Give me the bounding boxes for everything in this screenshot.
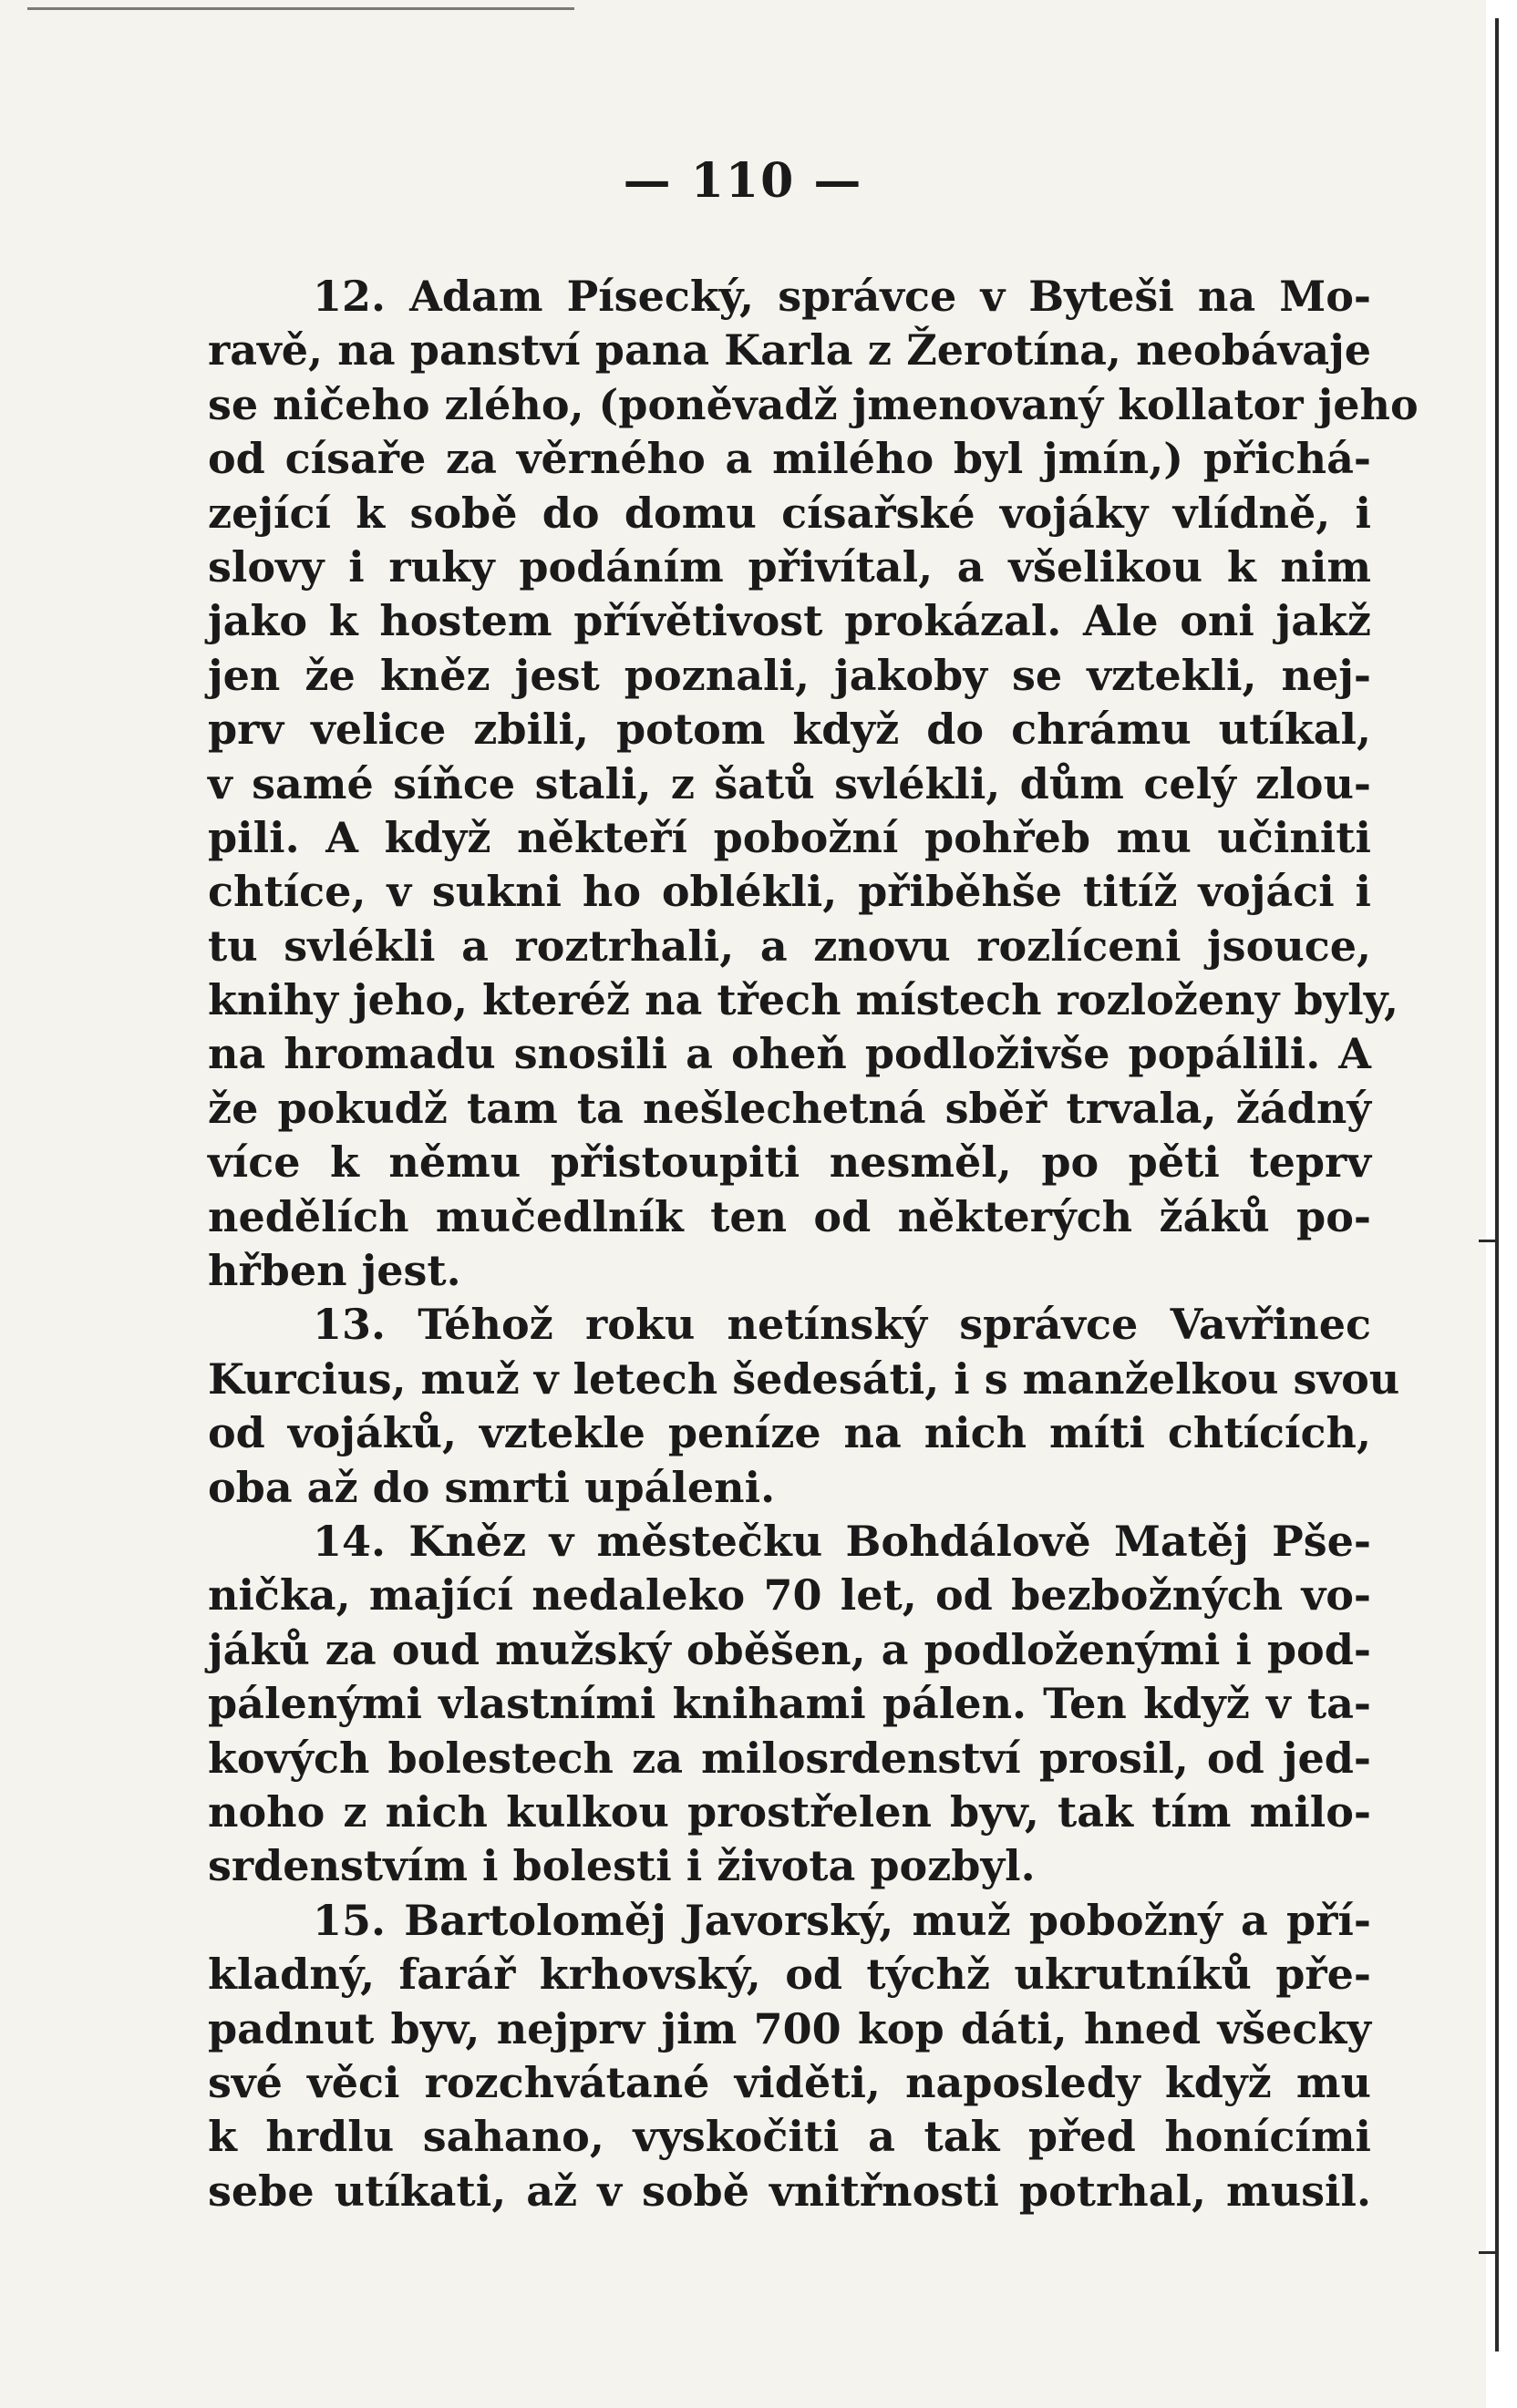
text-line: chtíce, v sukni ho oblékli, přiběhše titíž vojáci i <box>208 867 1371 917</box>
text-line: k hrdlu sahano, vyskočiti a tak před honícími <box>208 2112 1371 2162</box>
text-line: slovy i ruky podáním přivítal, a všelikou k nim <box>208 541 1371 592</box>
text-line: padnut byv, nejprv jim 700 kop dáti, hned všecky <box>208 2003 1371 2053</box>
text-line: 15. Bartoloměj Javorský, muž pobožný a pří- <box>313 1895 1371 1945</box>
text-line: od císaře za věrného a milého byl jmín,) přichá- <box>208 434 1371 484</box>
text-line: v samé síňce stali, z šatů svlékli, dům celý zlou- <box>208 758 1371 808</box>
text-line: pili. A když někteří pobožní pohřeb mu učiniti <box>208 812 1371 862</box>
text-line: tu svlékli a roztrhali, a znovu rozlíceni jsouce, <box>208 921 1371 971</box>
page-edge-line <box>1495 18 1499 2351</box>
page-body-text <box>208 270 1419 2218</box>
text-line: že pokudž tam ta nešlechetná sběř trvala, žádný <box>208 1083 1371 1133</box>
text-line: ravě, na panství pana Karla z Žerotína, neobávaje <box>208 325 1371 376</box>
text-line: zející k sobě do domu císařské vojáky vlídně, i <box>208 488 1371 538</box>
text-line: Kurcius, muž v letech šedesáti, i s manželkou svou <box>208 1353 1400 1404</box>
text-line: jen že kněz jest poznali, jakoby se vztekli, nej- <box>208 650 1371 700</box>
text-line: nička, mající nedaleko 70 let, od bezbožných vo- <box>208 1570 1371 1621</box>
text-line: hřben jest. <box>208 1246 461 1296</box>
scan-top-edge <box>27 7 574 10</box>
text-line: prv velice zbili, potom když do chrámu utíkal, <box>208 705 1371 755</box>
text-line: 14. Kněz v městečku Bohdálově Matěj Pše- <box>313 1516 1371 1566</box>
text-line: se ničeho zlého, (poněvadž jmenovaný kollator jeho <box>208 379 1419 429</box>
page-edge-mark <box>1479 2251 1497 2254</box>
text-line: jáků za oud mužský oběšen, a podloženými i pod- <box>208 1624 1371 1674</box>
text-line: noho z nich kulkou prostřelen byv, tak tím milo- <box>208 1786 1371 1837</box>
text-line: 12. Adam Písecký, správce v Byteši na Mo- <box>313 272 1371 321</box>
text-line: oba až do smrti upáleni. <box>208 1462 776 1512</box>
scan-margin <box>1486 0 1517 2408</box>
text-line: více k němu přistoupiti nesměl, po pěti teprv <box>208 1137 1371 1188</box>
text-line: srdenstvím i bolesti i života pozbyl. <box>208 1841 1036 1891</box>
text-line: sebe utíkati, až v sobě vnitřnosti potrhal, musil. <box>208 2166 1371 2216</box>
text-line: své věci rozchvátané viděti, naposledy když mu <box>208 2057 1371 2107</box>
text-line: od vojáků, vztekle peníze na nich míti chtících, <box>208 1408 1371 1458</box>
page-edge-mark <box>1479 1240 1497 1242</box>
text-line: na hromadu snosili a oheň podloživše popálili. A <box>208 1029 1371 1079</box>
text-line: nedělích mučedlník ten od některých žáků po- <box>208 1191 1371 1241</box>
text-line: 13. Téhož roku netínský správce Vavřinec <box>313 1300 1371 1350</box>
text-line: knihy jeho, kteréž na třech místech rozloženy byly, <box>208 975 1399 1025</box>
page-number-header: — 110 — <box>623 153 863 209</box>
text-line: kladný, farář krhovský, od týchž ukrutníků pře- <box>208 1950 1371 2000</box>
text-line: kových bolestech za milosrdenství prosil, od jed- <box>208 1733 1371 1783</box>
text-line: pálenými vlastními knihami pálen. Ten když v ta- <box>208 1679 1371 1729</box>
text-line: jako k hostem přívětivost prokázal. Ale oni jakž <box>208 596 1371 646</box>
